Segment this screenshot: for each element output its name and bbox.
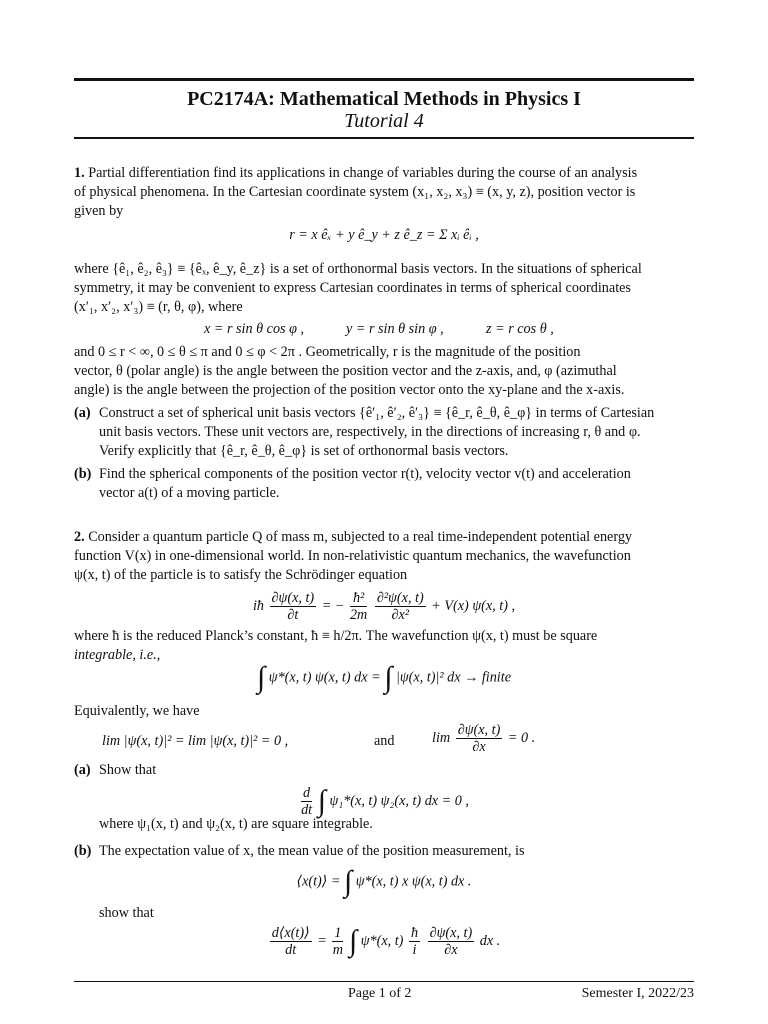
q1-intro-a: Partial differentiation find its applications in change of variables during the course of an analysis (88, 165, 638, 181)
schrodinger-frac2 (350, 590, 367, 623)
lim2-end: = 0 . (507, 729, 536, 746)
q2-intro-b: function V(x) in one-dimensional world. In non-relativistic quantum mechanics, the wavefunction (74, 548, 631, 564)
q1-eq-x: x = r sin θ cos φ , (204, 321, 305, 337)
q1-para-a: where {ê₁, ê₂, ê₃} ≡ {êₓ, ê_y, ê_z} is a set of orthonormal basis vectors. In the situations of spherical (74, 261, 642, 277)
q2-intro-c: ψ(x, t) of the particle is to satisfy the Schrödinger equation (74, 567, 408, 583)
q1-b-label: (b) (74, 466, 92, 482)
a-deriv-den: dt (301, 802, 313, 818)
q2-eq-schrodinger (0, 590, 768, 623)
q2-b-label: (b) (74, 843, 92, 859)
q2-eq-lim1: lim |ψ(x, t)|² = lim |ψ(x, t)|² = 0 , (102, 733, 289, 749)
a-deriv-frac (301, 785, 312, 818)
b2-hbar: ħ (410, 925, 419, 941)
q2-intro-a: Consider a quantum particle Q of mass m, subjected to a real time-independent potential energy (88, 529, 633, 545)
q2-a-eq (0, 785, 768, 818)
q1-number: 1. (74, 165, 85, 181)
q2-number: 2. (74, 529, 85, 545)
norm-rhs: |ψ(x, t)|² dx → finite (395, 669, 511, 686)
footer-semester: Semester I, 2022/23 (581, 986, 694, 1001)
top-rule-thick (74, 78, 694, 81)
q1-eq-y: y = r sin θ sin φ , (346, 321, 444, 337)
integral-sign-3: ∫ (317, 784, 326, 818)
a-eq-body: ψ₁*(x, t) ψ₂(x, t) dx = 0 , (329, 792, 469, 809)
b2-eq-rhs: ψ*(x, t) (360, 932, 404, 949)
b2-inv-m-den: m (332, 942, 343, 958)
lim2-frac (456, 722, 503, 755)
b2-partial-den: ∂x (444, 942, 458, 958)
q2-equiv: Equivalently, we have (74, 703, 200, 719)
top-rule-thin (74, 137, 694, 139)
b-eq-lhs: ⟨x(t)⟩ = (296, 873, 341, 890)
q2-b-text: The expectation value of x, the mean value of the position measurement, is (99, 843, 525, 859)
q1-para-b: symmetry, it may be convenient to express Cartesian coordinates in terms of spherical coordinates (74, 280, 631, 296)
integral-sign-2: ∫ (384, 661, 393, 694)
b2-hbar-i (409, 925, 420, 958)
q2-intro-line1 (74, 528, 632, 547)
a-deriv-num: d (303, 785, 311, 801)
schrodinger-mid: = − (321, 597, 345, 614)
b2-partial-num: ∂ψ(x, t) (429, 925, 473, 941)
schrodinger-frac3 (375, 590, 426, 623)
q1-intro-line1 (74, 164, 637, 183)
lim2-num: ∂ψ(x, t) (457, 722, 501, 738)
q1-para-c: (x′₁, x′₂, x′₃) ≡ (r, θ, φ), where (74, 299, 243, 315)
footer-page: Page 1 of 2 (348, 986, 412, 1001)
q1-b-text1: Find the spherical components of the position vector r(t), velocity vector v(t) and acceleration (99, 466, 631, 482)
schrodinger-rhs: + V(x) ψ(x, t) , (431, 597, 516, 614)
lim2-den: ∂x (472, 739, 486, 755)
q2-b-show: show that (99, 905, 154, 921)
q1-intro-c: given by (74, 203, 124, 219)
q2-a-where: where ψ₁(x, t) and ψ₂(x, t) are square integrable. (99, 816, 373, 832)
q2-a-label: (a) (74, 762, 91, 778)
schrodinger-num2: ħ² (350, 590, 367, 607)
q1-a-text3: Verify explicitly that {ê_r, ê_θ, ê_φ} is set of orthonormal basis vectors. (99, 443, 509, 459)
lim2-word: lim (432, 729, 451, 746)
q1-para2-a: and 0 ≤ r < ∞, 0 ≤ θ ≤ π and 0 ≤ φ < 2π . Geometrically, r is the magnitude of the position (74, 344, 581, 360)
norm-integrand: ψ*(x, t) ψ(x, t) dx = (268, 669, 381, 686)
b2-deriv-den: dt (285, 942, 297, 958)
q1-para2-c: angle) is the angle between the projection of the position vector onto the xy-plane and the x-axis. (74, 382, 625, 398)
tutorial-subtitle: Tutorial 4 (344, 110, 424, 132)
q1-a-text2: unit basis vectors. These unit vectors are, respectively, in the directions of increasing r, θ and φ. (99, 424, 641, 440)
integral-sign-5: ∫ (348, 924, 358, 958)
q1-eq-z: z = r cos θ , (486, 321, 554, 337)
schrodinger-den2: 2m (349, 607, 368, 623)
q1-a-label: (a) (74, 405, 91, 421)
integral-sign-4: ∫ (343, 865, 353, 898)
b2-inv-m (332, 925, 343, 958)
integral-sign-1: ∫ (257, 661, 266, 694)
schrodinger-den1: ∂t (287, 607, 299, 623)
q2-b-eq (0, 865, 768, 898)
b2-partial (428, 925, 475, 958)
q1-b-text2: vector a(t) of a moving particle. (99, 485, 280, 501)
b2-eq-end: dx . (479, 932, 501, 949)
q1-eq-position: r = x êₓ + y ê_y + z ê_z = Σ xᵢ êᵢ , (289, 227, 479, 243)
q2-b-eq2: $\frac{d⟨x(t)⟩}{dt}$ = $\frac{1}{m}$ ∫ ψ*(x, t) $\frac{ħ}{i}$ $\frac{\partial\psi(x, t)}{\partial x}$ dx . (271, 924, 501, 958)
b2-deriv-num: d⟨x(t)⟩ (271, 925, 310, 941)
b2-deriv-frac (270, 925, 312, 958)
q1-intro-b: of physical phenomena. In the Cartesian coordinate system (x₁, x₂, x₃) ≡ (x, y, z), position vector is (74, 184, 636, 200)
schrodinger-num1: ∂ψ(x, t) (271, 590, 315, 606)
schrodinger-den3: ∂x² (391, 607, 410, 623)
schrodinger-lhs: iħ (252, 597, 264, 614)
q2-para-a: where ħ is the reduced Planck’s constant, ħ ≡ h/2π. The wavefunction ψ(x, t) must be square (74, 628, 598, 644)
q2-eq-lim2 (432, 722, 535, 755)
q2-a-text: Show that (99, 762, 157, 778)
footer-rule (74, 981, 694, 982)
schrodinger-frac1 (270, 590, 317, 623)
q1-a-text1: Construct a set of spherical unit basis vectors {ê′₁, ê′₂, ê′₃} ≡ {ê_r, ê_θ, ê_φ} in terms of Cartesian (99, 405, 655, 421)
q1-para2-b: vector, θ (polar angle) is the angle between the position vector and the z-axis, and, φ (azimuthal (74, 363, 617, 379)
b2-inv-m-num: 1 (334, 925, 342, 941)
q2-eq-and: and (374, 733, 395, 749)
b2-i: i (412, 942, 417, 958)
schrodinger-num3: ∂²ψ(x, t) (376, 590, 424, 606)
q2-para-b: integrable, i.e., (74, 647, 161, 663)
q2-eq-norm (0, 661, 768, 694)
b-eq-rhs: ψ*(x, t) x ψ(x, t) dx . (355, 873, 472, 890)
course-title: PC2174A: Mathematical Methods in Physics I (187, 88, 581, 110)
